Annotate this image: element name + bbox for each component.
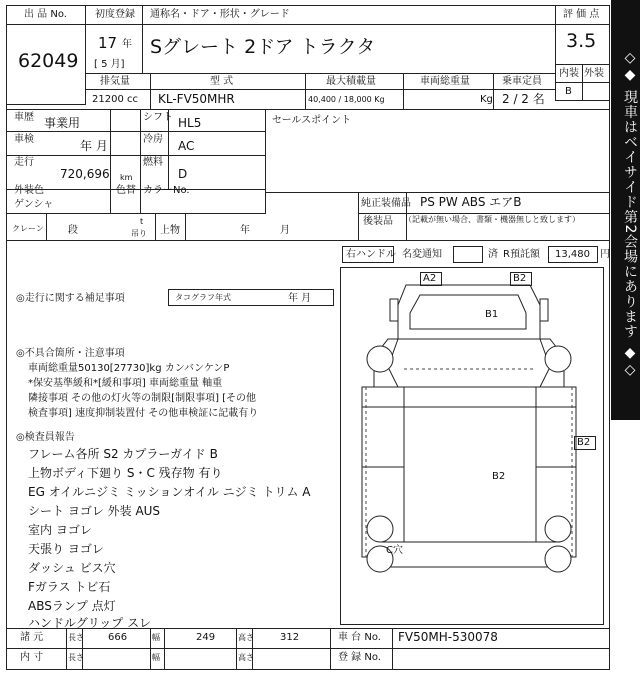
equipment-label: 純正装備品 bbox=[361, 198, 411, 209]
aftermarket-note: （記載が無い場合、書類・機器無しと致します） bbox=[404, 215, 580, 224]
inspector-line-7: ダッシュ ビス穴 bbox=[28, 561, 116, 575]
height-label: 高さ bbox=[238, 633, 254, 642]
tacho-label: タコグラフ年式 bbox=[175, 293, 231, 302]
car-name-label: 通称名・ドア・形状・グレード bbox=[150, 9, 290, 20]
defect-line-3: 隣接事項 その他の灯火等の制限[制限事項] [その他 bbox=[28, 393, 257, 404]
upper-year: 年 bbox=[240, 225, 250, 236]
mark-b1: B1 bbox=[485, 309, 499, 320]
lot-label: 出 品 No. bbox=[24, 9, 67, 20]
tacho-value: 年 月 bbox=[288, 293, 312, 304]
fuel-label: 燃料 bbox=[143, 157, 163, 168]
model: KL-FV50MHR bbox=[158, 92, 235, 106]
chassis: FV50MH-530078 bbox=[398, 630, 498, 644]
inspection: 年 月 bbox=[80, 139, 108, 153]
interior-label: 内装 bbox=[559, 68, 579, 79]
ext-color: ゲンシャ bbox=[14, 199, 54, 210]
aircon-label: 冷房 bbox=[143, 134, 163, 145]
inspector-line-10: ハンドルグリップ スレ bbox=[28, 616, 152, 630]
truck-diagram bbox=[340, 267, 604, 625]
capacity-label: 乗車定員 bbox=[502, 76, 542, 87]
capacity: 2 / 2 名 bbox=[502, 92, 545, 106]
history: 事業用 bbox=[44, 116, 81, 130]
inspection-label: 車検 bbox=[14, 134, 34, 145]
score-label: 評 価 点 bbox=[563, 9, 600, 20]
inspector-line-5: 室内 ヨゴレ bbox=[28, 523, 92, 537]
crane-ton: t bbox=[140, 217, 144, 226]
mark-b2-center: B2 bbox=[492, 471, 506, 482]
mileage-label: 走行 bbox=[14, 157, 34, 168]
max-load: 40,400 / 18,000 Kg bbox=[308, 95, 385, 104]
aircon: AC bbox=[178, 139, 195, 153]
shift-label: シフト bbox=[143, 112, 173, 123]
fuel: D bbox=[178, 167, 188, 181]
displacement: 21200 cc bbox=[92, 94, 138, 105]
inspector-line-4: シート ヨゴレ 外装 AUS bbox=[28, 504, 161, 518]
defect-line-2: *保安基準緩和*[緩和事項] 車両総重量 軸重 bbox=[28, 378, 223, 389]
sales-point-label: セールスポイント bbox=[272, 115, 352, 126]
color-no-label: カラーNo. bbox=[143, 185, 190, 196]
inspector-line-9: ABSランプ 点灯 bbox=[28, 599, 116, 613]
width: 249 bbox=[196, 632, 216, 643]
color-change-label: 色替 bbox=[116, 185, 136, 196]
first-reg-label: 初度登録 bbox=[95, 9, 135, 20]
height: 312 bbox=[280, 632, 300, 643]
lot-number: 62049 bbox=[18, 50, 79, 72]
shift: HL5 bbox=[178, 116, 202, 130]
car-name: Sグレート 2ドア トラクタ bbox=[150, 36, 376, 58]
dims-label: 諸 元 bbox=[20, 632, 44, 643]
gross-weight: Kg bbox=[480, 94, 493, 105]
recycle-amount: 13,480 bbox=[555, 249, 590, 260]
length: 666 bbox=[108, 632, 128, 643]
travel-note-label: ◎走行に関する補足事項 bbox=[16, 293, 125, 304]
crane-stage: 段 bbox=[68, 225, 78, 236]
tax-label: 済 bbox=[488, 249, 498, 260]
mark-a2: A2 bbox=[423, 273, 437, 284]
interior-width-label: 幅 bbox=[152, 653, 160, 662]
upper-label: 上物 bbox=[160, 225, 180, 236]
interior-grade: B bbox=[565, 86, 572, 97]
exterior-label: 外装 bbox=[584, 68, 604, 79]
recycle-unit: 円 bbox=[600, 249, 610, 260]
ext-color-label: 外装色 bbox=[14, 185, 44, 196]
name-change-label: 名変通知 bbox=[402, 249, 442, 260]
inspector-line-1: フレーム各所 S2 カプラーガイド B bbox=[28, 447, 218, 461]
displacement-label: 排気量 bbox=[100, 76, 130, 87]
inspector-line-8: Fガラス トビ石 bbox=[28, 580, 111, 594]
mileage-unit: km bbox=[120, 173, 133, 182]
crane-hang: 吊り bbox=[131, 229, 147, 238]
inspector-line-2: 上物ボディ下廻り S・C 残存物 有り bbox=[28, 466, 223, 480]
equipment: PS PW ABS エアB bbox=[420, 195, 522, 209]
interior-height-label: 高さ bbox=[238, 653, 254, 662]
inspector-label: ◎検査員報告 bbox=[16, 432, 75, 443]
aftermarket-label: 後装品 bbox=[363, 216, 393, 227]
interior-dims-label: 内 寸 bbox=[20, 652, 44, 663]
reg-no-label: 登 録 No. bbox=[338, 652, 381, 663]
interior-length-label: 長さ bbox=[68, 653, 84, 662]
year-unit: 年 bbox=[122, 39, 132, 50]
handle: 右ハンドル bbox=[346, 249, 396, 260]
defect-line-1: 車両総重量50130[27730]kg カンバンケンP bbox=[28, 363, 230, 374]
model-label: 型 式 bbox=[210, 76, 234, 87]
side-banner: ◇◆ 現車はベイサイド第2会場にあります ◆◇ bbox=[611, 0, 640, 420]
recycle-label: R預託額 bbox=[503, 249, 540, 260]
defects-label: ◎不具合箇所・注意事項 bbox=[16, 348, 125, 359]
first-reg-month: [ 5 月] bbox=[94, 59, 125, 70]
inspector-line-6: 天張り ヨゴレ bbox=[28, 542, 104, 556]
crane-label: クレーン bbox=[12, 224, 44, 233]
length-label: 長さ bbox=[68, 633, 84, 642]
defect-line-4: 検査事項] 速度抑制装置付 その他車検証に記載有り bbox=[28, 408, 259, 419]
max-load-label: 最大積載量 bbox=[326, 76, 376, 87]
name-change-box bbox=[453, 246, 483, 263]
inspector-line-3: EG オイルニジミ ミッションオイル ニジミ トリム A bbox=[28, 485, 311, 499]
width-label: 幅 bbox=[152, 633, 160, 642]
gross-weight-label: 車両総重量 bbox=[420, 76, 470, 87]
upper-month: 月 bbox=[280, 225, 290, 236]
mark-c-hole: C穴 bbox=[386, 545, 403, 556]
mark-b2-top: B2 bbox=[513, 273, 527, 284]
first-reg-year: 17 bbox=[98, 34, 118, 52]
mileage: 720,696 bbox=[60, 167, 110, 181]
history-label: 車歴 bbox=[14, 112, 34, 123]
mark-b2-side: B2 bbox=[577, 437, 591, 448]
chassis-label: 車 台 No. bbox=[338, 632, 381, 643]
score-value: 3.5 bbox=[566, 30, 597, 52]
